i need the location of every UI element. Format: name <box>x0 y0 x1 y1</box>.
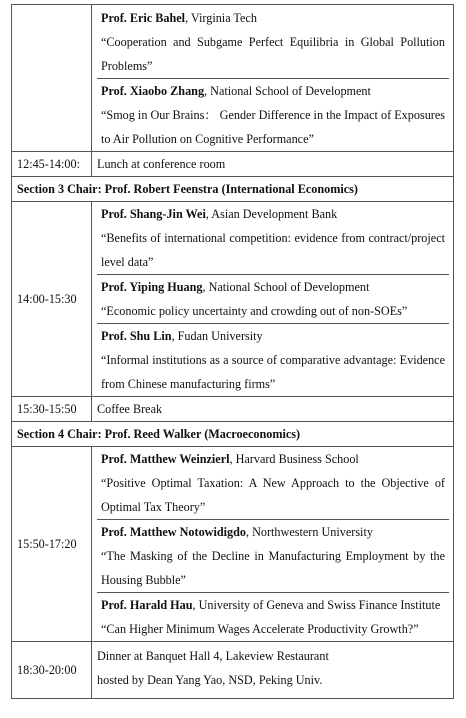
time-cell <box>12 5 92 152</box>
talks-cell <box>92 202 454 397</box>
dinner-host-line: hosted by Dean Yang Yao, NSD, Peking Univ. <box>97 673 323 687</box>
talk-item <box>97 6 449 79</box>
event-cell: Coffee Break <box>92 397 454 422</box>
speaker-affiliation: , University of Geneva and Swiss Finance Institute <box>192 598 441 612</box>
talk-item <box>97 275 449 324</box>
conference-schedule-table <box>11 4 454 699</box>
time-cell: 14:00-15:30 <box>12 202 92 397</box>
talk-item <box>97 593 449 641</box>
talk-title: “The Masking of the Decline in Manufacturing Employment by the Housing Bubble” <box>101 549 445 587</box>
speaker-affiliation: , Northwestern University <box>246 525 373 539</box>
talk-item <box>97 79 449 151</box>
speaker-affiliation: , Harvard Business School <box>229 452 359 466</box>
table-row <box>12 642 454 699</box>
talk-item <box>97 202 449 275</box>
time-cell: 18:30-20:00 <box>12 642 92 699</box>
speaker-name: Prof. Xiaobo Zhang <box>101 83 205 98</box>
talk-item <box>97 520 449 593</box>
section-chair-label: Section 4 Chair: Prof. Reed Walker (Macroeconomics) <box>12 422 454 447</box>
table-row <box>12 202 454 397</box>
speaker-name: Prof. Eric Bahel <box>101 10 186 25</box>
section-chair-label: Section 3 Chair: Prof. Robert Feenstra (International Economics) <box>12 177 454 202</box>
table-row <box>12 397 454 422</box>
talk-title: “Informal institutions as a source of comparative advantage: Evidence from Chinese manufacturing firms” <box>101 353 445 391</box>
event-cell: Lunch at conference room <box>92 152 454 177</box>
talk-title: “Can Higher Minimum Wages Accelerate Productivity Growth?” <box>101 622 419 636</box>
speaker-name: Prof. Harald Hau <box>101 598 193 612</box>
speaker-name: Prof. Yiping Huang <box>101 280 203 294</box>
speaker-name: Prof. Matthew Weinzierl <box>101 452 230 466</box>
speaker-affiliation: , Fudan University <box>171 329 263 343</box>
speaker-affiliation: , Asian Development Bank <box>205 207 338 221</box>
talk-title: “Benefits of international competition: evidence from contract/project level data” <box>101 231 445 269</box>
event-cell <box>92 642 454 699</box>
talk-item <box>97 447 449 520</box>
time-cell: 15:50-17:20 <box>12 447 92 642</box>
time-cell: 15:30-15:50 <box>12 397 92 422</box>
talk-title: “Economic policy uncertainty and crowding out of non-SOEs” <box>101 304 408 318</box>
table-row <box>12 152 454 177</box>
table-row <box>12 5 454 152</box>
speaker-affiliation: , National School of Development <box>204 83 371 98</box>
section-header-row <box>12 177 454 202</box>
dinner-line: Dinner at Banquet Hall 4, Lakeview Restaurant <box>97 649 329 663</box>
talk-title: “Cooperation and Subgame Perfect Equilibria in Global Pollution Problems” <box>101 34 445 73</box>
table-row <box>12 447 454 642</box>
speaker-name: Prof. Shu Lin <box>101 329 172 343</box>
speaker-name: Prof. Shang-Jin Wei <box>101 207 206 221</box>
talk-item <box>97 324 449 396</box>
speaker-affiliation: , Virginia Tech <box>185 10 257 25</box>
talk-title: “Smog in Our Brains： Gender Difference in the Impact of Exposures to Air Pollution on Cognitive Performance” <box>101 107 445 146</box>
speaker-affiliation: , National School of Development <box>202 280 370 294</box>
time-cell: 12:45-14:00: <box>12 152 92 177</box>
talks-cell <box>92 447 454 642</box>
speaker-name: Prof. Matthew Notowidigdo <box>101 525 246 539</box>
talk-title: “Positive Optimal Taxation: A New Approach to the Objective of Optimal Tax Theory” <box>101 476 445 514</box>
section-header-row <box>12 422 454 447</box>
talks-cell <box>92 5 454 152</box>
